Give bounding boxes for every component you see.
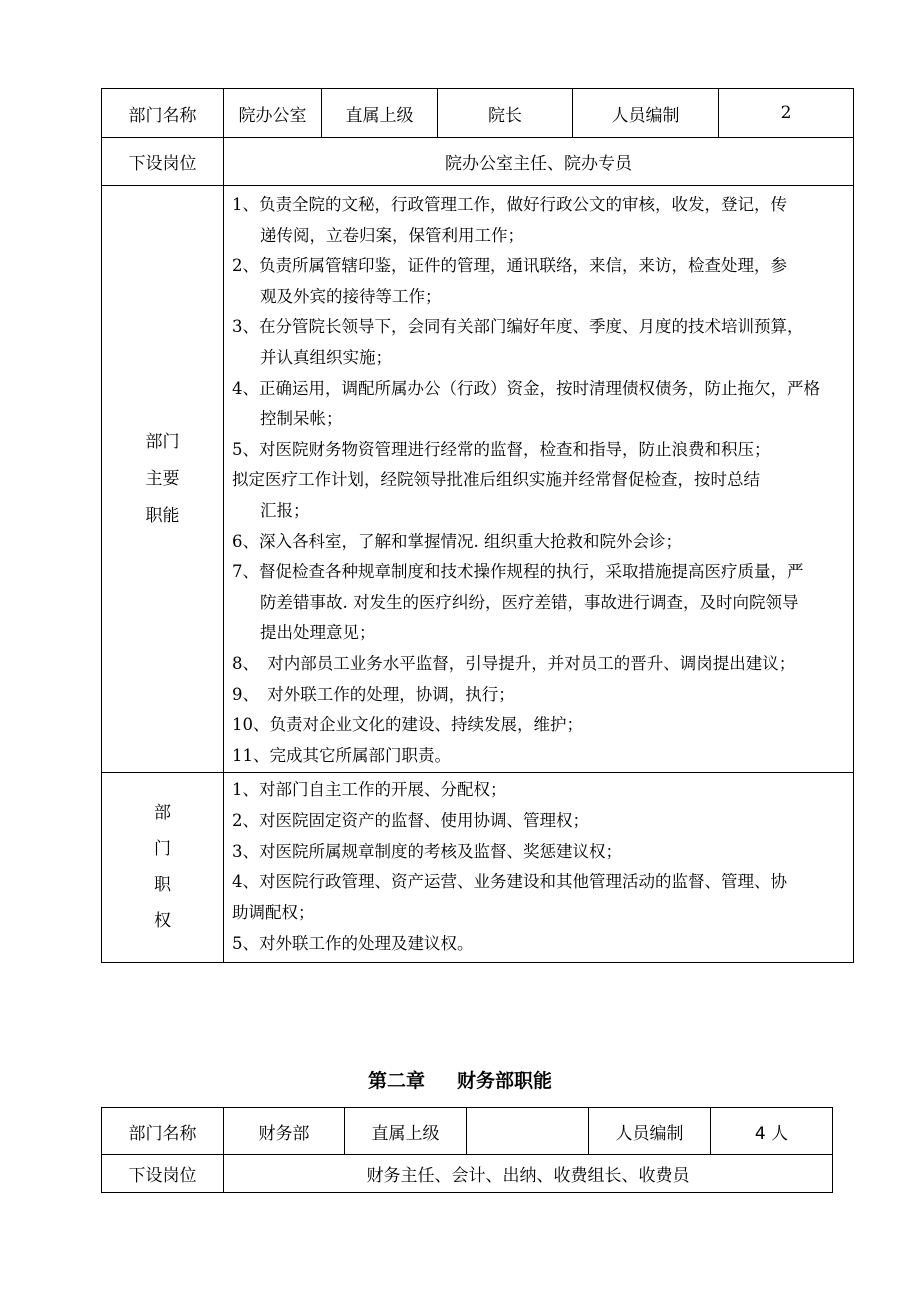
positions-value: 院办公室主任、院办专员 (224, 138, 854, 186)
list-item-continuation: 并认真组织实施； (260, 347, 392, 367)
list-item: 4、对医院行政管理、资产运营、业务建设和其他管理活动的监督、管理、协 (232, 872, 787, 892)
staff-label: 人员编制 (589, 1108, 711, 1155)
office-dept-table (101, 88, 854, 963)
authority-label-line: 部 (154, 803, 171, 824)
list-item-continuation: 递传阅，立卷归案，保管利用工作； (260, 225, 524, 245)
list-item-continuation: 汇报； (260, 500, 310, 520)
authority-label-line: 职 (154, 875, 171, 896)
list-item-continuation: 观及外宾的接待等工作； (260, 286, 442, 306)
list-item: 4、正确运用，调配所属办公（行政）资金，按时清理债权债务，防止拖欠，严格 (232, 378, 820, 398)
list-item: 9、 对外联工作的处理，协调，执行； (232, 684, 515, 704)
list-item: 5、对外联工作的处理及建议权。 (232, 933, 474, 953)
superior-label: 直属上级 (345, 1108, 467, 1155)
dept-name-label: 部门名称 (102, 1108, 224, 1155)
authority-label-line: 门 (154, 839, 171, 860)
staff-label: 人员编制 (573, 89, 719, 138)
list-item: 6、深入各科室，了解和掌握情况. 组织重大抢救和院外会诊； (232, 531, 682, 551)
list-item: 1、负责全院的文秘，行政管理工作，做好行政公文的审核，收发，登记，传 (232, 195, 787, 214)
list-item-continuation: 防差错事故. 对发生的医疗纠纷，医疗差错，事故进行调查，及时向院领导 (260, 592, 799, 612)
list-item: 11、完成其它所属部门职责。 (232, 745, 451, 765)
functions-list (224, 186, 854, 773)
list-item-continuation: 控制呆帐； (260, 409, 343, 429)
authority-label (102, 773, 224, 963)
list-item: 3、对医院所属规章制度的考核及监督、奖惩建议权； (232, 841, 622, 861)
list-item: 5、对医院财务物资管理进行经常的监督，检查和指导，防止浪费和积压； (232, 439, 771, 459)
list-item: 3、在分管院长领导下，会同有关部门编好年度、季度、月度的技术培训预算， (232, 317, 804, 337)
list-item-continuation: 助调配权； (232, 903, 315, 923)
authority-list (224, 773, 854, 963)
list-item: 2、对医院固定资产的监督、使用协调、管理权； (232, 810, 589, 830)
list-item: 1、对部门自主工作的开展、分配权； (232, 780, 507, 799)
list-item: 拟定医疗工作计划，经院领导批准后组织实施并经常督促检查，按时总结 (232, 470, 760, 490)
functions-label-line: 职能 (145, 505, 180, 526)
authority-label-line: 权 (154, 911, 171, 932)
functions-label-line: 主要 (145, 468, 180, 489)
list-item: 2、负责所属管辖印鉴，证件的管理，通讯联络，来信，来访，检查处理，参 (232, 256, 787, 276)
positions-label: 下设岗位 (102, 138, 224, 186)
staff-value: 4 人 (711, 1108, 833, 1155)
positions-label: 下设岗位 (102, 1155, 224, 1193)
dept-name-label: 部门名称 (102, 89, 224, 138)
functions-label-line: 部门 (145, 431, 180, 452)
list-item: 7、督促检查各种规章制度和技术操作规程的执行，采取措施提高医疗质量，严 (232, 562, 804, 582)
dept-name-value: 财务部 (224, 1108, 345, 1155)
superior-label: 直属上级 (322, 89, 438, 138)
chapter-title: 财务部职能 (457, 1070, 553, 1092)
finance-dept-table (101, 1107, 833, 1193)
positions-value: 财务主任、会计、出纳、收费组长、收费员 (224, 1155, 833, 1193)
dept-name-value: 院办公室 (224, 89, 322, 138)
functions-label (102, 186, 224, 773)
chapter-heading (0, 1066, 920, 1093)
superior-value (467, 1108, 589, 1155)
chapter-number: 第二章 (367, 1070, 425, 1092)
superior-value: 院长 (438, 89, 573, 138)
list-item: 10、负责对企业文化的建设、持续发展，维护； (232, 715, 583, 735)
list-item: 8、 对内部员工业务水平监督，引导提升，并对员工的晋升、调岗提出建议； (232, 653, 796, 673)
staff-value: 2 (719, 89, 854, 138)
list-item-continuation: 提出处理意见； (260, 623, 376, 643)
